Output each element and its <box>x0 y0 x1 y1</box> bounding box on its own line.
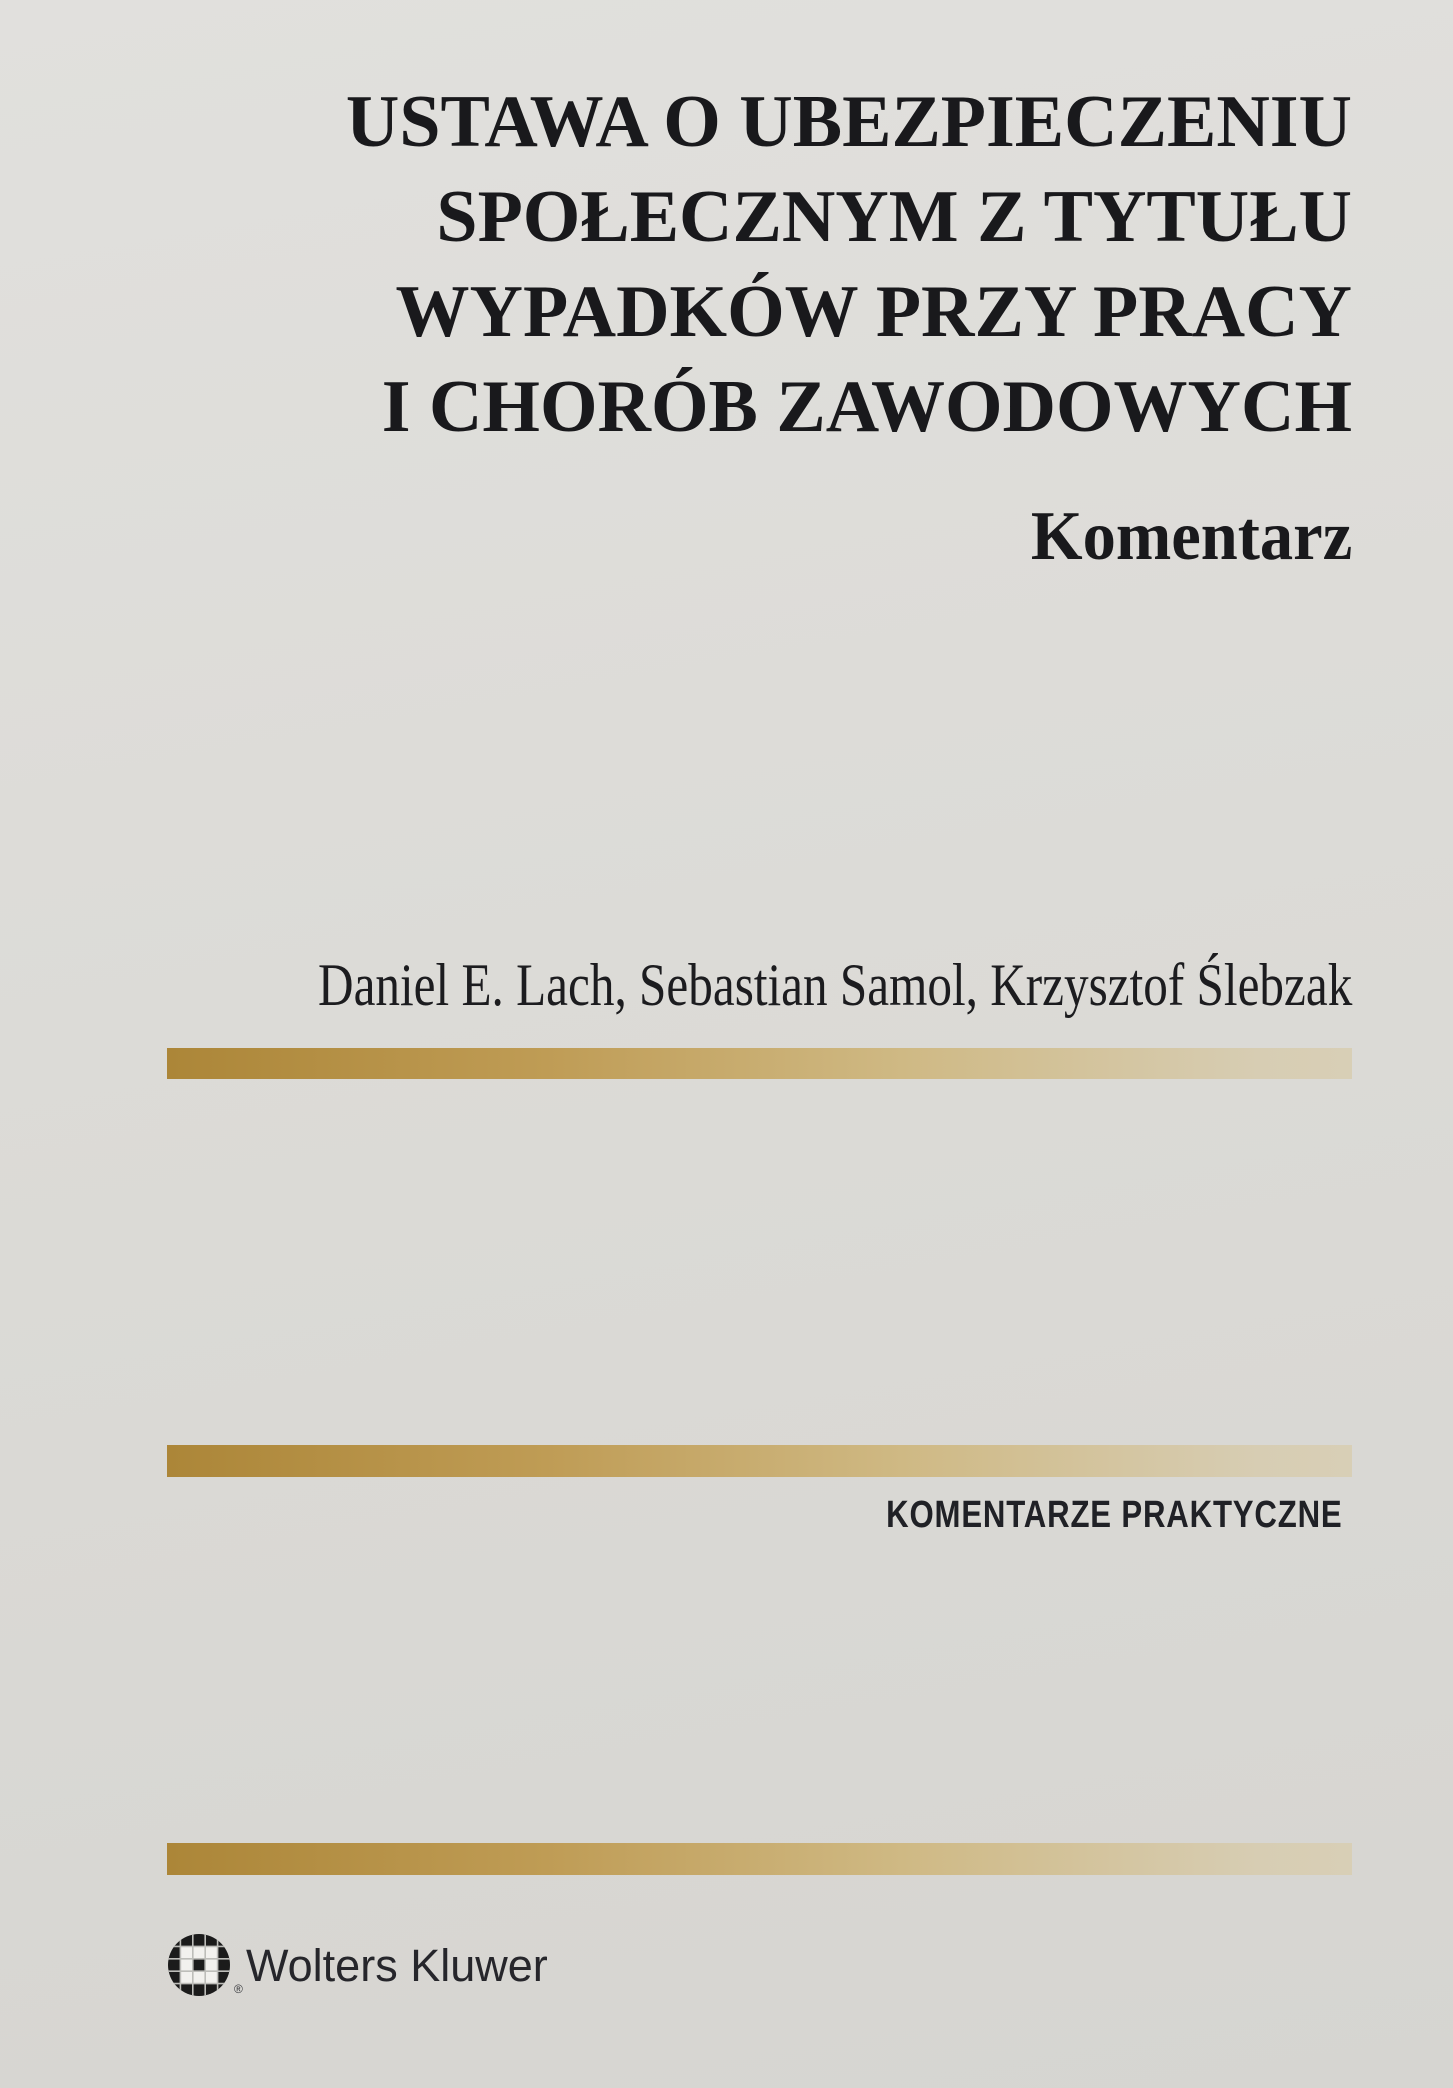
series-label: KOMENTARZE PRAKTYCZNE <box>886 1494 1343 1536</box>
book-title <box>232 75 1352 455</box>
registered-trademark-symbol: ® <box>234 1982 243 1996</box>
gold-divider-bar-bottom <box>167 1843 1352 1875</box>
wolters-kluwer-globe-icon <box>168 1934 230 1996</box>
book-title-line: USTAWA O UBEZPIECZENIU <box>345 81 1352 163</box>
book-subtitle: Komentarz <box>1030 498 1352 575</box>
book-title-line: WYPADKÓW PRZY PRACY <box>395 271 1352 353</box>
book-title-line: I CHORÓB ZAWODOWYCH <box>381 366 1352 448</box>
gold-divider-bar-top <box>167 1048 1352 1079</box>
authors-line: Daniel E. Lach, Sebastian Samol, Krzysztof Ślebzak <box>317 952 1352 1018</box>
book-title-line: SPOŁECZNYM Z TYTUŁU <box>436 176 1352 258</box>
publisher-name: Wolters Kluwer <box>246 1939 548 1991</box>
publisher-logo <box>168 1933 548 1997</box>
gold-divider-bar-middle <box>167 1445 1352 1477</box>
